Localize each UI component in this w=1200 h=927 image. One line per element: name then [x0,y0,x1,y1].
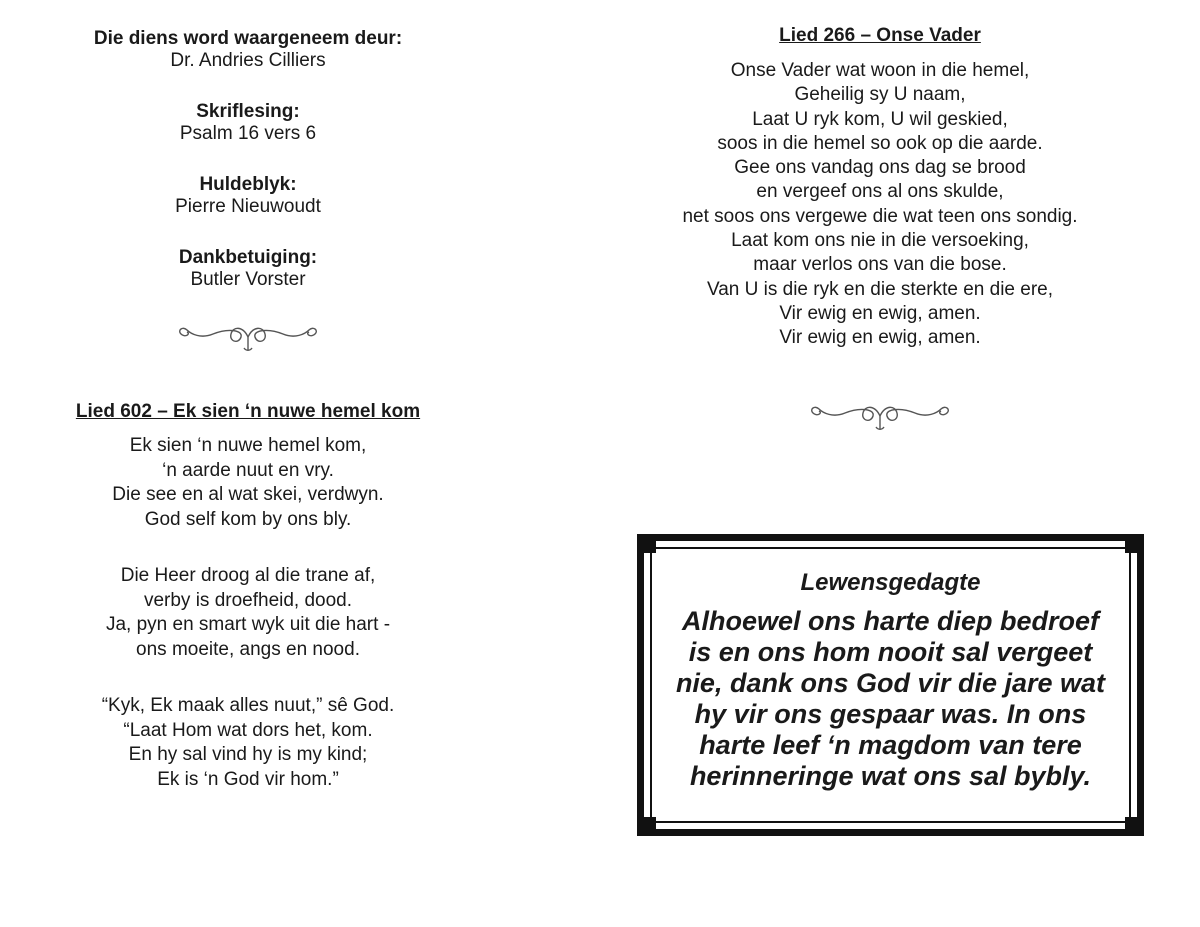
lyric-line: “Kyk, Ek maak alles nuut,” sê God. [101,695,395,716]
service-details [48,28,448,291]
quote-line: harte leef ‘n magdom van tere [699,730,1082,760]
section-heading: Dankbetuiging: [178,247,318,268]
lyric-line: En hy sal vind hy is my kind; [128,744,368,765]
service-section [48,28,448,72]
lyric-line: maar verlos ons van die bose. [753,254,1007,276]
frame-corner [1125,541,1137,553]
service-section [48,101,448,145]
lyric-line: Vir ewig en ewig, amen. [779,302,981,324]
lyric-line: “Laat Hom wat dors het, kom. [123,719,373,741]
flourish-divider-right [805,399,955,433]
hymn-602-lyrics [48,434,448,792]
lewensgedagte-text [657,568,1124,792]
frame-corner [1125,817,1137,829]
lewensgedagte-frame [637,534,1144,836]
lyric-line: ons moeite, angs en nood. [136,638,360,660]
hymn-266-lyrics [640,59,1120,351]
quote-line: is en ons hom nooit sal vergeet [688,637,1093,667]
section-heading: Die diens word waargeneem deur: [93,28,403,49]
lyric-line: Geheilig sy U naam, [794,84,966,106]
section-heading: Huldeblyk: [199,174,297,195]
lyric-line: Die Heer droog al die trane af, [120,565,376,586]
frame-corner [644,541,656,553]
lyric-line: ‘n aarde nuut en vry. [162,459,334,481]
hymn-266-title: Lied 266 – Onse Vader [779,25,981,46]
lyric-line: Van U is die ryk en die sterkte en die ere, [706,278,1054,300]
lyric-line: Laat U ryk kom, U wil geskied, [752,108,1008,130]
quote-line: Alhoewel ons harte diep bedroef [681,606,1100,636]
lyric-line: God self kom by ons bly. [144,508,352,530]
section-value: Butler Vorster [190,269,306,290]
lyric-line: Laat kom ons nie in die versoeking, [731,230,1029,252]
service-section [48,247,448,291]
left-column [48,28,448,824]
lewensgedagte-title: Lewensgedagte [800,569,981,596]
lyric-line: verby is droefheid, dood. [143,589,353,611]
section-value: Dr. Andries Cilliers [170,50,326,71]
lewensgedagte-body [657,606,1124,792]
frame-corner [644,817,656,829]
lyric-line: net soos ons vergewe die wat teen ons sondig. [682,205,1078,227]
quote-line: hy vir ons gespaar was. In ons [694,699,1087,729]
quote-line: nie, dank ons God vir die jare wat [675,668,1106,698]
lyric-line: Die see en al wat skei, verdwyn. [112,484,384,505]
section-value: Psalm 16 vers 6 [179,123,317,144]
lyric-line: Ek is ‘n God vir hom.” [157,768,339,790]
stanza [48,434,448,532]
lyric-line: Onse Vader wat woon in die hemel, [730,60,1030,81]
flourish-divider-left [173,320,323,354]
lyric-line: Ek sien ‘n nuwe hemel kom, [129,435,367,456]
section-heading: Skriflesing: [196,101,300,122]
lyric-line: Vir ewig en ewig, amen. [779,327,981,349]
stanza [48,694,448,792]
stanza [48,564,448,662]
quote-line: herinneringe wat ons sal bybly. [689,761,1092,791]
lyric-line: Ja, pyn en smart wyk uit die hart - [105,614,391,635]
lyric-line: en vergeef ons al ons skulde, [756,181,1004,203]
section-value: Pierre Nieuwoudt [175,196,321,217]
right-column [640,24,1120,433]
hymn-602-title: Lied 602 – Ek sien ‘n nuwe hemel kom [75,401,421,422]
service-section [48,174,448,218]
lyric-line: Gee ons vandag ons dag se brood [734,157,1026,179]
lyric-line: soos in die hemel so ook op die aarde. [717,132,1043,154]
